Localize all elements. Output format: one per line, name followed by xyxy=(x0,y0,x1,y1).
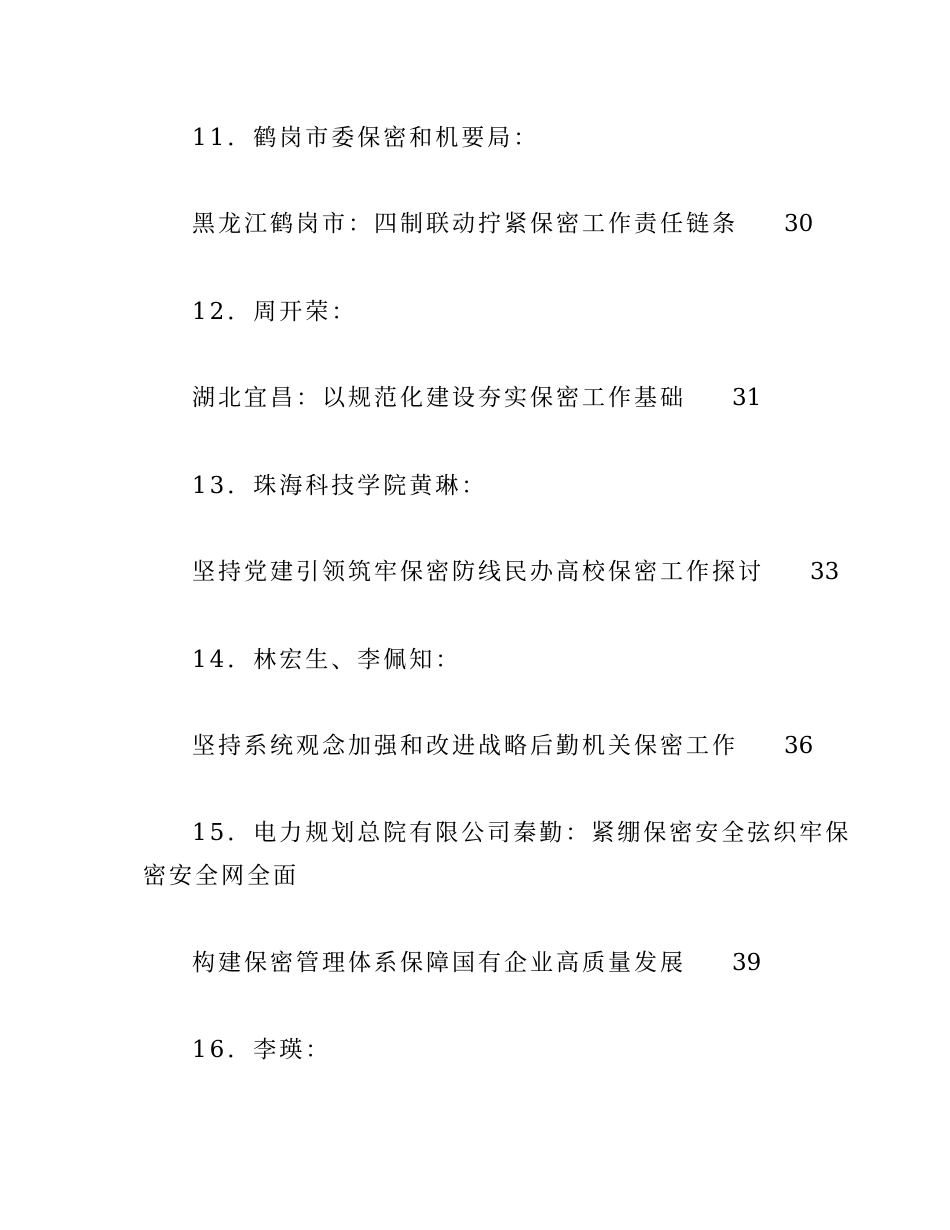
toc-page-number: 31 xyxy=(732,385,762,411)
toc-entry-14 xyxy=(192,729,813,763)
toc-heading-14: 14．林宏生、李佩知： xyxy=(192,647,462,673)
toc-entry-12 xyxy=(192,381,761,415)
toc-heading-11: 11．鹤岗市委保密和机要局： xyxy=(192,125,540,151)
toc-entry-title: 构建保密管理体系保障国有企业高质量发展 xyxy=(192,950,686,976)
toc-entry-15 xyxy=(192,946,761,980)
toc-page-number: 39 xyxy=(732,950,762,976)
toc-page-number: 36 xyxy=(784,733,814,759)
toc-entry-13 xyxy=(192,555,839,589)
toc-page-number: 30 xyxy=(784,211,814,237)
toc-heading-16: 16．李瑛： xyxy=(192,1037,332,1063)
toc-page-number: 33 xyxy=(810,559,840,585)
toc-entry-11 xyxy=(192,207,813,241)
toc-entry-title: 黑龙江鹤岗市：四制联动拧紧保密工作责任链条 xyxy=(192,211,738,237)
toc-heading-13: 13．珠海科技学院黄琳： xyxy=(192,473,488,499)
toc-entry-title: 坚持系统观念加强和改进战略后勤机关保密工作 xyxy=(192,733,738,759)
toc-heading-15-line1: 15．电力规划总院有限公司秦勤：紧绷保密安全弦织牢保 xyxy=(192,820,852,846)
toc-heading-15-line2: 密安全网全面 xyxy=(143,863,299,889)
toc-heading-12: 12．周开荣： xyxy=(192,299,358,325)
toc-entry-title: 坚持党建引领筑牢保密防线民办高校保密工作探讨 xyxy=(192,559,764,585)
toc-entry-title: 湖北宜昌：以规范化建设夯实保密工作基础 xyxy=(192,385,686,411)
